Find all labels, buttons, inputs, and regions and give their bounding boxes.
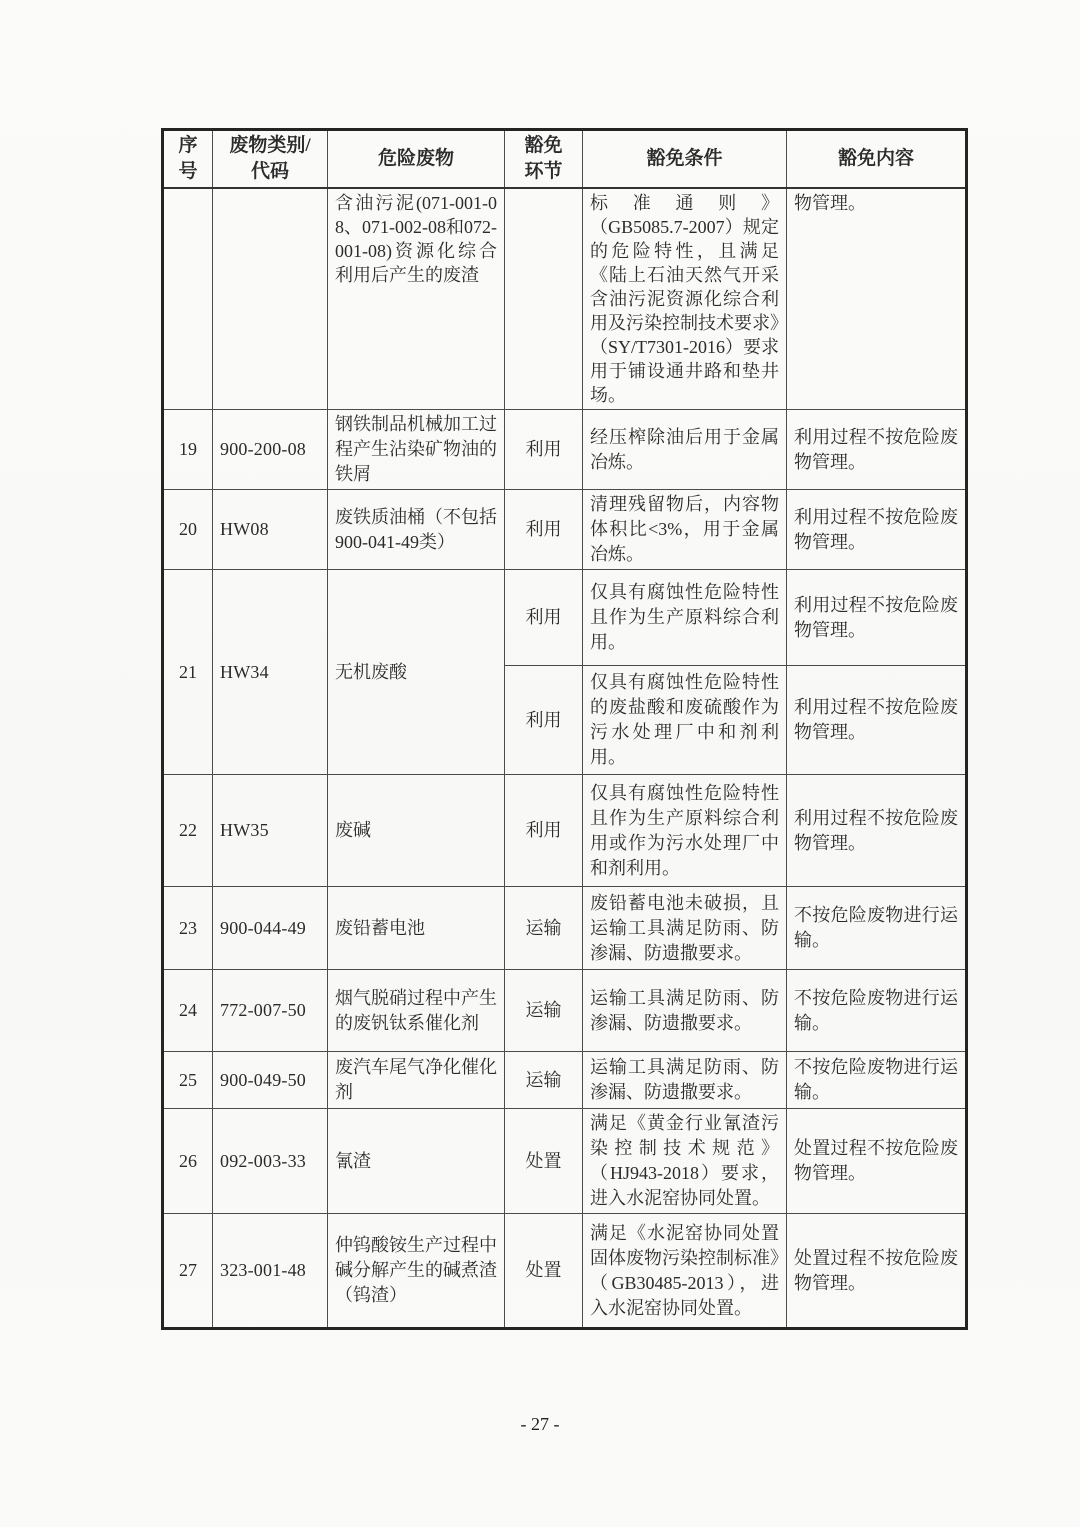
cell-no: 21 bbox=[163, 570, 213, 775]
table-row bbox=[163, 1109, 967, 1214]
cell-code bbox=[213, 188, 328, 410]
cell-code: 900-044-49 bbox=[213, 887, 328, 970]
cell-code: HW35 bbox=[213, 775, 328, 887]
cell-no: 24 bbox=[163, 970, 213, 1052]
cell-stage: 处置 bbox=[505, 1109, 583, 1214]
cell-code: 092-003-33 bbox=[213, 1109, 328, 1214]
cell-condition bbox=[583, 188, 787, 410]
table-row bbox=[163, 1052, 967, 1109]
cell-stage: 运输 bbox=[505, 970, 583, 1052]
table-row bbox=[163, 887, 967, 970]
cell-condition: 运输工具满足防雨、防渗漏、防遗撒要求。 bbox=[583, 1052, 787, 1109]
cell-code: HW34 bbox=[213, 570, 328, 775]
cell-stage: 利用 bbox=[505, 490, 583, 570]
cell-stage: 利用 bbox=[505, 410, 583, 490]
cell-waste: 仲钨酸铵生产过程中碱分解产生的碱煮渣（钨渣） bbox=[328, 1214, 505, 1329]
cell-no: 27 bbox=[163, 1214, 213, 1329]
cell-code: 900-200-08 bbox=[213, 410, 328, 490]
cell-content: 利用过程不按危险废物管理。 bbox=[787, 775, 967, 887]
cell-no: 26 bbox=[163, 1109, 213, 1214]
table-row bbox=[163, 410, 967, 490]
cell-no bbox=[163, 188, 213, 410]
cell-waste: 废铁质油桶（不包括900-041-49类） bbox=[328, 490, 505, 570]
cell-condition: 仅具有腐蚀性危险特性的废盐酸和废硫酸作为污水处理厂中和剂利用。 bbox=[583, 666, 787, 775]
cell-waste: 废铅蓄电池 bbox=[328, 887, 505, 970]
cell-code: HW08 bbox=[213, 490, 328, 570]
header-no: 序号 bbox=[163, 130, 213, 189]
cell-condition: 仅具有腐蚀性危险特性且作为生产原料综合利用或作为污水处理厂中和剂利用。 bbox=[583, 775, 787, 887]
header-exemption-stage bbox=[505, 130, 583, 189]
condition-continued-line: 标准通则》 bbox=[590, 193, 779, 213]
cell-content: 利用过程不按危险废物管理。 bbox=[787, 570, 967, 666]
cell-condition: 满足《水泥窑协同处置固体废物污染控制标准》（GB30485-2013），进入水泥窑协同处置。 bbox=[583, 1214, 787, 1329]
cell-content: 不按危险废物进行运输。 bbox=[787, 887, 967, 970]
cell-content: 利用过程不按危险废物管理。 bbox=[787, 666, 967, 775]
cell-content: 利用过程不按危险废物管理。 bbox=[787, 490, 967, 570]
cell-waste: 含油污泥(071-001-08、071-002-08和072-001-08)资源化综合利用后产生的废渣 bbox=[328, 188, 505, 410]
cell-condition: 运输工具满足防雨、防渗漏、防遗撒要求。 bbox=[583, 970, 787, 1052]
exemption-table bbox=[161, 128, 968, 1330]
cell-condition: 满足《黄金行业氰渣污染控制技术规范》（HJ943-2018）要求，进入水泥窑协同处置。 bbox=[583, 1109, 787, 1214]
cell-content: 不按危险废物进行运输。 bbox=[787, 970, 967, 1052]
cell-stage: 运输 bbox=[505, 1052, 583, 1109]
cell-stage: 运输 bbox=[505, 887, 583, 970]
table-header-row bbox=[163, 130, 967, 189]
cell-stage: 利用 bbox=[505, 570, 583, 666]
header-exemption-content: 豁免内容 bbox=[787, 130, 967, 189]
table-row bbox=[163, 1214, 967, 1329]
page-number: - 27 - bbox=[520, 1414, 560, 1434]
table-row bbox=[163, 188, 967, 410]
cell-content: 利用过程不按危险废物管理。 bbox=[787, 410, 967, 490]
table-row bbox=[163, 775, 967, 887]
header-exemption-condition: 豁免条件 bbox=[583, 130, 787, 189]
cell-stage bbox=[505, 188, 583, 410]
cell-code: 772-007-50 bbox=[213, 970, 328, 1052]
cell-condition: 废铅蓄电池未破损，且运输工具满足防雨、防渗漏、防遗撒要求。 bbox=[583, 887, 787, 970]
cell-code: 323-001-48 bbox=[213, 1214, 328, 1329]
cell-waste: 废碱 bbox=[328, 775, 505, 887]
cell-waste: 烟气脱硝过程中产生的废钒钛系催化剂 bbox=[328, 970, 505, 1052]
table-row bbox=[163, 970, 967, 1052]
cell-no: 22 bbox=[163, 775, 213, 887]
cell-content: 处置过程不按危险废物管理。 bbox=[787, 1214, 967, 1329]
table-row bbox=[163, 490, 967, 570]
cell-waste: 废汽车尾气净化催化剂 bbox=[328, 1052, 505, 1109]
header-hazardous-waste: 危险废物 bbox=[328, 130, 505, 189]
cell-content: 物管理。 bbox=[787, 188, 967, 410]
condition-continued-text: （GB5085.7-2007）规定的危险特性，且满足《陆上石油天然气开采含油污泥资源化综合利用及污染控制技术要求》（SY/T7301-2016）要求用于铺设通井路和垫井场。 bbox=[590, 217, 779, 405]
cell-stage: 利用 bbox=[505, 775, 583, 887]
cell-no: 19 bbox=[163, 410, 213, 490]
cell-no: 20 bbox=[163, 490, 213, 570]
cell-stage: 利用 bbox=[505, 666, 583, 775]
table-row bbox=[163, 570, 967, 666]
cell-stage: 处置 bbox=[505, 1214, 583, 1329]
cell-condition: 仅具有腐蚀性危险特性且作为生产原料综合利用。 bbox=[583, 570, 787, 666]
cell-waste: 无机废酸 bbox=[328, 570, 505, 775]
cell-condition: 清理残留物后，内容物体积比<3%，用于金属冶炼。 bbox=[583, 490, 787, 570]
cell-waste: 氰渣 bbox=[328, 1109, 505, 1214]
cell-waste: 钢铁制品机械加工过程产生沾染矿物油的铁屑 bbox=[328, 410, 505, 490]
cell-content: 不按危险废物进行运输。 bbox=[787, 1052, 967, 1109]
header-category-code: 废物类别/代码 bbox=[213, 130, 328, 189]
cell-no: 25 bbox=[163, 1052, 213, 1109]
header-exemption-stage-label: 豁免环节 bbox=[524, 135, 563, 182]
cell-condition: 经压榨除油后用于金属冶炼。 bbox=[583, 410, 787, 490]
cell-no: 23 bbox=[163, 887, 213, 970]
cell-content: 处置过程不按危险废物管理。 bbox=[787, 1109, 967, 1214]
cell-code: 900-049-50 bbox=[213, 1052, 328, 1109]
